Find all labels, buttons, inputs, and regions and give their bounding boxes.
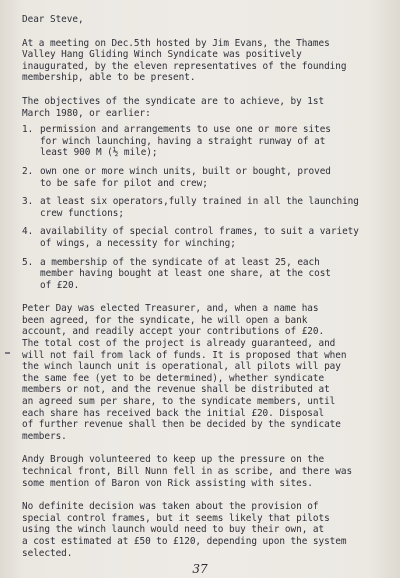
text-line: March 1980, or earlier: bbox=[22, 107, 151, 119]
text-line: inaugurated, by the eleven representatives of the founding bbox=[22, 60, 347, 72]
objective-number: 2. bbox=[22, 165, 34, 177]
text-line: At a meeting on Dec.5th hosted by Jim Evans, the Thames bbox=[22, 37, 330, 49]
intro-paragraph bbox=[22, 38, 388, 84]
text-line: for winch launching, having a straight runway of at bbox=[40, 135, 326, 147]
text-line: own one or more winch units, built or bought, proved bbox=[40, 165, 331, 177]
text-line: Andy Brough volunteered to keep up the pressure on the bbox=[22, 454, 325, 466]
text-line: to be safe for pilot and crew; bbox=[40, 177, 208, 189]
objective-number: 5. bbox=[22, 256, 34, 268]
text-line: a cost estimated at £50 to £120, depending upon the system bbox=[22, 535, 347, 547]
objective-item bbox=[22, 196, 388, 219]
objective-number: 3. bbox=[22, 196, 34, 208]
objectives-list bbox=[22, 124, 388, 291]
salutation: Dear Steve, bbox=[22, 14, 84, 25]
treasurer-paragraph bbox=[22, 303, 388, 442]
objective-item bbox=[22, 226, 388, 249]
text-line: technical front, Bill Nunn fell in as scribe, and there was bbox=[22, 466, 353, 477]
text-line: permission and arrangements to use one or more sites bbox=[40, 124, 331, 136]
text-line: the winch launch unit is operational, all pilots will pay bbox=[22, 361, 341, 373]
text-line: at least six operators,fully trained in all the launching bbox=[40, 196, 359, 208]
text-line: The objectives of the syndicate are to achieve, by 1st bbox=[22, 95, 325, 107]
text-line: special control frames, but it seems likely that pilots bbox=[22, 512, 330, 524]
text-line: been agreed, for the syndicate, he will open a bank bbox=[22, 314, 308, 326]
page-number: 37 bbox=[192, 562, 208, 576]
objective-number: 1. bbox=[22, 124, 34, 136]
control-frames-paragraph bbox=[22, 501, 388, 559]
text-line: of further revenue shall then be decided by the syndicate bbox=[22, 419, 341, 431]
text-line: members. bbox=[22, 430, 67, 442]
text-line: crew functions; bbox=[40, 207, 124, 219]
objective-item bbox=[22, 257, 388, 292]
objective-item bbox=[22, 124, 388, 159]
text-line: some mention of Baron von Rick assisting with sites. bbox=[22, 477, 313, 489]
text-line: account, and readily accept your contributions of £20. bbox=[22, 326, 325, 338]
text-line: the same fee (yet to be determined), whether syndicate bbox=[22, 372, 325, 384]
text-line: The total cost of the project is already guaranteed, and bbox=[22, 338, 336, 350]
brough-paragraph bbox=[22, 454, 388, 489]
margin-mark bbox=[5, 352, 10, 354]
text-line: using the winch launch would need to buy their own, at bbox=[22, 524, 325, 536]
text-line: of £20. bbox=[40, 279, 80, 291]
text-line: members or not, and the revenue shall be distributed at bbox=[22, 384, 330, 396]
text-line: selected. bbox=[22, 547, 73, 559]
text-line: No definite decision was taken about the provision of bbox=[22, 501, 319, 513]
text-line: an agreed sum per share, to the syndicate members, until bbox=[22, 396, 336, 408]
text-line: of wings, a necessity for winching; bbox=[40, 237, 236, 249]
objectives-intro bbox=[22, 96, 388, 119]
text-line: membership, able to be present. bbox=[22, 72, 196, 84]
text-line: least 900 M (½ mile); bbox=[40, 147, 158, 159]
text-line: member having bought at least one share, at the cost bbox=[40, 268, 331, 280]
letter-body bbox=[22, 14, 388, 571]
objective-item bbox=[22, 166, 388, 189]
text-line: will not fail from lack of funds. It is proposed that when bbox=[22, 349, 347, 361]
text-line: a membership of the syndicate of at least 25, each bbox=[40, 256, 320, 268]
text-line: availability of special control frames, to suit a variety bbox=[40, 226, 359, 238]
text-line: Valley Hang Gliding Winch Syndicate was positively bbox=[22, 49, 302, 61]
objective-number: 4. bbox=[22, 226, 34, 238]
text-line: Peter Day was elected Treasurer, and, when a name has bbox=[22, 303, 319, 315]
text-line: each share has received back the initial £20. Disposal bbox=[22, 407, 325, 419]
